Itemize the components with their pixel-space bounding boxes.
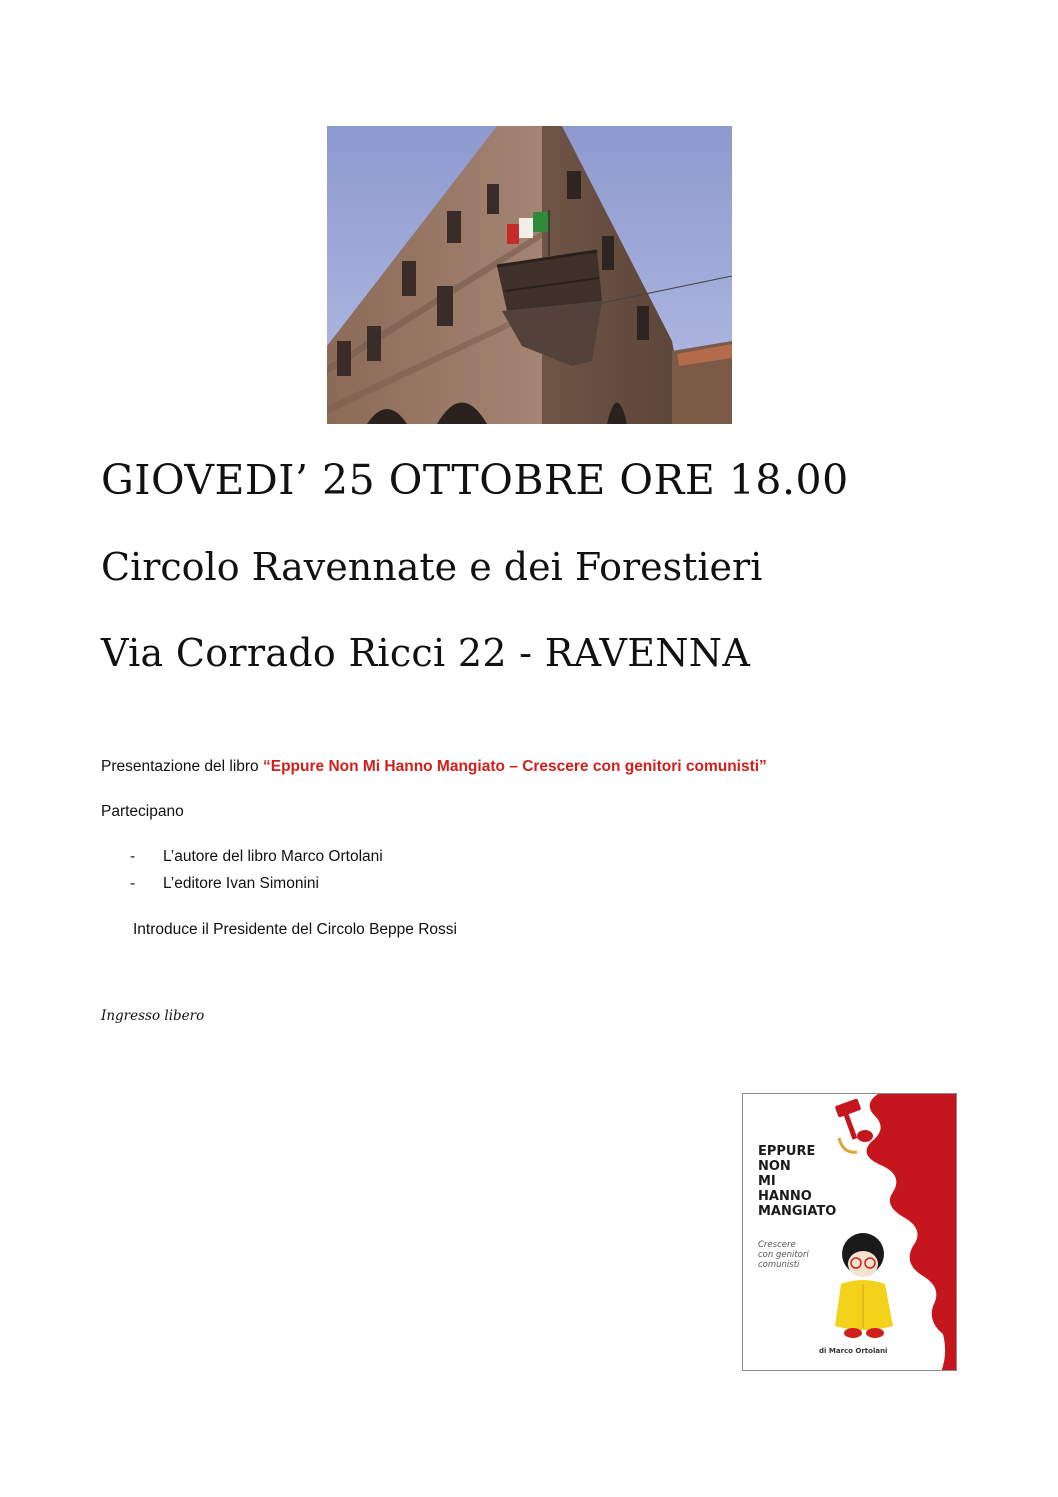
cover-subtitle bbox=[758, 1240, 809, 1270]
cover-title-line: NON bbox=[758, 1159, 791, 1174]
participant-author: L’autore del libro Marco Ortolani bbox=[163, 848, 383, 865]
event-date-time: GIOVEDI’ 25 OTTOBRE ORE 18.00 bbox=[101, 456, 849, 504]
list-bullet: - bbox=[130, 848, 136, 865]
venue-address: Via Corrado Ricci 22 - RAVENNA bbox=[101, 631, 751, 675]
participants-label: Partecipano bbox=[101, 803, 184, 820]
list-item bbox=[130, 848, 383, 875]
list-bullet: - bbox=[130, 875, 136, 892]
cover-title bbox=[758, 1144, 836, 1219]
book-presentation bbox=[101, 758, 767, 776]
free-entry-note: Ingresso libero bbox=[101, 1008, 205, 1024]
book-cover-art bbox=[743, 1094, 957, 1371]
presentation-intro: Presentazione del libro bbox=[101, 758, 263, 775]
cover-subtitle-line: con genitori bbox=[758, 1250, 809, 1260]
list-item bbox=[130, 875, 383, 902]
cover-title-line: HANNO bbox=[758, 1189, 812, 1204]
book-title: “Eppure Non Mi Hanno Mangiato – Crescere con genitori comunisti” bbox=[263, 758, 767, 775]
book-cover bbox=[742, 1093, 957, 1371]
introduction-line: Introduce il Presidente del Circolo Beppe Rossi bbox=[133, 921, 457, 938]
participant-publisher: L’editore Ivan Simonini bbox=[163, 875, 319, 892]
cover-title-line: MI bbox=[758, 1174, 776, 1189]
building-photo bbox=[327, 126, 732, 424]
venue-name: Circolo Ravennate e dei Forestieri bbox=[101, 545, 763, 589]
cover-subtitle-line: Crescere bbox=[758, 1240, 796, 1250]
cover-title-line: EPPURE bbox=[758, 1144, 816, 1159]
cover-subtitle-line: comunisti bbox=[758, 1260, 800, 1270]
cover-title-line: MANGIATO bbox=[758, 1204, 837, 1219]
participants-list bbox=[130, 848, 383, 902]
cover-author: di Marco Ortolani bbox=[819, 1347, 888, 1355]
